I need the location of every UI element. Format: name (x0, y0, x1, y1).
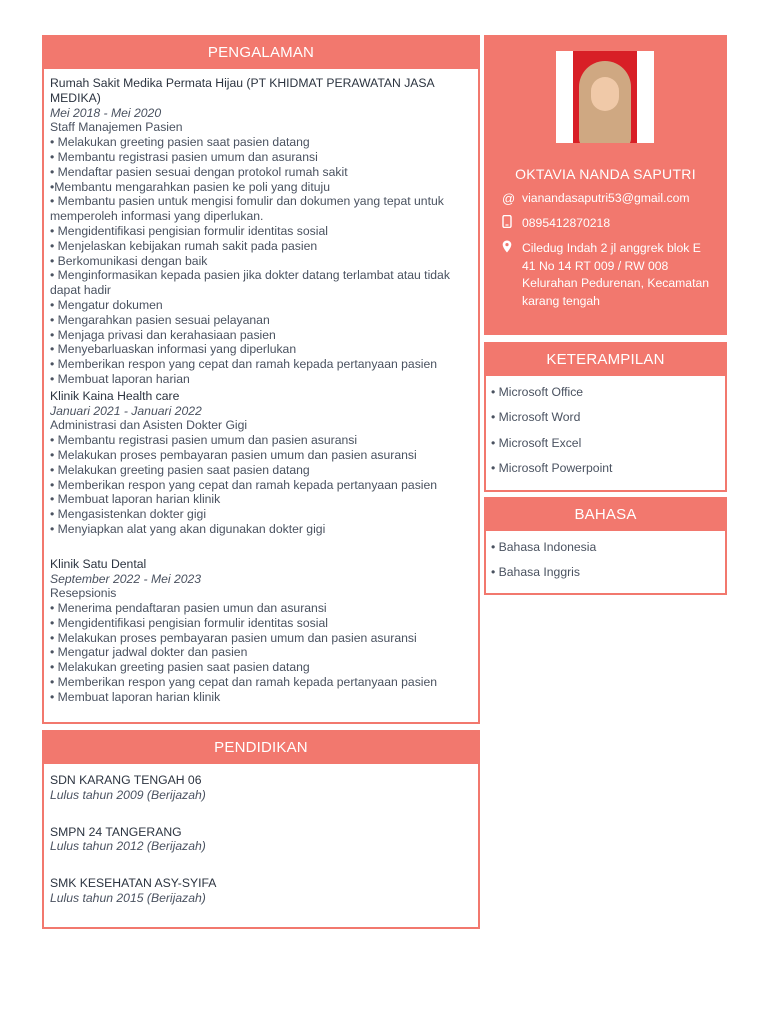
duty-item: • Melakukan greeting pasien saat pasien datang (50, 660, 310, 675)
duty-list (50, 135, 478, 387)
contact-phone (502, 215, 712, 233)
job-title: Klinik Kaina Health care (50, 388, 180, 403)
skill-item: • Microsoft Powerpoint (491, 460, 613, 475)
skill-item: • Microsoft Word (491, 410, 581, 425)
duty-item: • Berkomunikasi dengan baik (50, 253, 208, 268)
education-section (42, 730, 480, 929)
school-name: SMPN 24 TANGERANG (50, 824, 182, 839)
job-role: Resepsionis (50, 586, 117, 601)
duty-item: • Membuat laporan harian (50, 371, 190, 386)
duty-item: • Memberikan respon yang cepat dan ramah kepada pertanyaan pasien (50, 477, 438, 492)
duty-item: • Memberikan respon yang cepat dan ramah kepada pertanyaan pasien (50, 675, 438, 690)
skills-heading: KETERAMPILAN (486, 344, 725, 376)
job-role: Administrasi dan Asisten Dokter Gigi (50, 418, 248, 433)
skill-item: • Microsoft Excel (491, 435, 582, 450)
language-item: • Bahasa Indonesia (491, 540, 597, 554)
photo-face (591, 77, 619, 111)
duty-item: • Menyiapkan alat yang akan digunakan dokter gigi (50, 521, 326, 536)
duty-item: • Membuat laporan harian klinik (50, 492, 221, 507)
job-date: September 2022 - Mei 2023 (50, 571, 202, 586)
duty-item: • Mengasistenkan dokter gigi (50, 507, 207, 522)
duty-item: • Menjaga privasi dan kerahasiaan pasien (50, 327, 276, 342)
skills-section (484, 342, 727, 492)
job-title: Klinik Satu Dental (50, 556, 147, 571)
languages-heading: BAHASA (486, 499, 725, 531)
email-text: viananda​saputri53@gmail.com (522, 191, 690, 205)
profile-name: OKTAVIA NANDA SAPUTRI (515, 166, 696, 182)
duty-item: • Memberikan respon yang cepat dan ramah kepada pertanyaan pasien (50, 357, 438, 372)
job-date: Mei 2018 - Mei 2020 (50, 105, 162, 120)
job-date: Januari 2021 - Januari 2022 (50, 403, 202, 418)
duty-item: • Membuat laporan harian klinik (50, 689, 221, 704)
school-note: Lulus tahun 2012 (Berijazah) (50, 839, 206, 854)
duty-item: • Menginformasikan kepada pasien jika dokter datang terlambat atau tidak dapat hadir (50, 268, 450, 298)
job-entry (50, 557, 478, 705)
job-role: Staff Manajemen Pasien (50, 120, 183, 135)
duty-item: • Membantu pasien untuk mengisi fomulir dan dokumen yang tepat untuk memperoleh informasi yang diperlukan. (50, 194, 444, 224)
languages-section (484, 497, 727, 595)
duty-item: • Menerima pendaftaran pasien umun dan asuransi (50, 601, 327, 616)
skill-item: • Microsoft Office (491, 385, 584, 399)
experience-heading: PENGALAMAN (44, 37, 478, 69)
experience-list (44, 69, 478, 705)
duty-item: • Mengatur jadwal dokter dan pasien (50, 645, 248, 660)
photo-background (573, 51, 637, 143)
profile-photo (556, 51, 654, 143)
duty-item: • Membantu registrasi pasien umum dan asuransi (50, 149, 318, 164)
school-note: Lulus tahun 2015 (Berijazah) (50, 890, 206, 905)
experience-section (42, 35, 480, 724)
school-entry (50, 825, 478, 855)
languages-list (486, 531, 725, 588)
duty-item: • Mengidentifikasi pengisian formulir identitas sosial (50, 223, 328, 238)
school-entry (50, 773, 478, 803)
duty-item: • Mendaftar pasien sesuai dengan protokol rumah sakit (50, 164, 348, 179)
duty-item: • Membantu registrasi pasien umum dan pasien asuransi (50, 433, 358, 448)
duty-item: • Mengarahkan pasien sesuai pelayanan (50, 312, 270, 327)
address-text: Ciledug Indah 2 jl anggrek blok E 41 No 14 RT 009 / RW 008 Kelurahan Pedurenan, Kecamatan karang tengah (522, 241, 710, 308)
phone-text: 0895412870218 (522, 216, 611, 230)
job-title: Rumah Sakit Medika Permata Hijau (PT KHIDMAT PERAWATAN JASA MEDIKA) (50, 76, 435, 105)
contact-email (502, 190, 712, 208)
at-sign-icon: @ (502, 191, 516, 206)
duty-item: • Menyebarluaskan informasi yang diperlukan (50, 342, 297, 357)
duty-item: • Melakukan proses pembayaran pasien umum dan pasien asuransi (50, 447, 417, 462)
school-entry (50, 876, 478, 906)
duty-item: • Menjelaskan kebijakan rumah sakit pada pasien (50, 238, 318, 253)
skills-list (486, 376, 725, 483)
map-pin-icon (502, 240, 522, 310)
duty-item: • Mengatur dokumen (50, 297, 163, 312)
duty-item: •Membantu mengarahkan pasien ke poli yang dituju (50, 179, 331, 194)
school-name: SMK KESEHATAN ASY-SYIFA (50, 876, 217, 891)
duty-item: • Melakukan greeting pasien saat pasien datang (50, 462, 310, 477)
education-heading: PENDIDIKAN (44, 732, 478, 764)
duty-item: • Melakukan greeting pasien saat pasien datang (50, 135, 310, 150)
contact-address (502, 240, 712, 310)
language-item: • Bahasa Inggris (491, 565, 580, 580)
phone-icon (502, 215, 522, 233)
education-list (44, 764, 478, 906)
duty-list (50, 433, 478, 537)
school-name: SDN KARANG TENGAH 06 (50, 773, 202, 787)
job-entry (50, 76, 478, 387)
profile-section (484, 35, 727, 335)
school-note: Lulus tahun 2009 (Berijazah) (50, 787, 206, 802)
duty-item: • Melakukan proses pembayaran pasien umum dan pasien asuransi (50, 630, 417, 645)
duty-list (50, 601, 478, 705)
duty-item: • Mengidentifikasi pengisian formulir identitas sosial (50, 615, 328, 630)
job-entry (50, 389, 478, 537)
